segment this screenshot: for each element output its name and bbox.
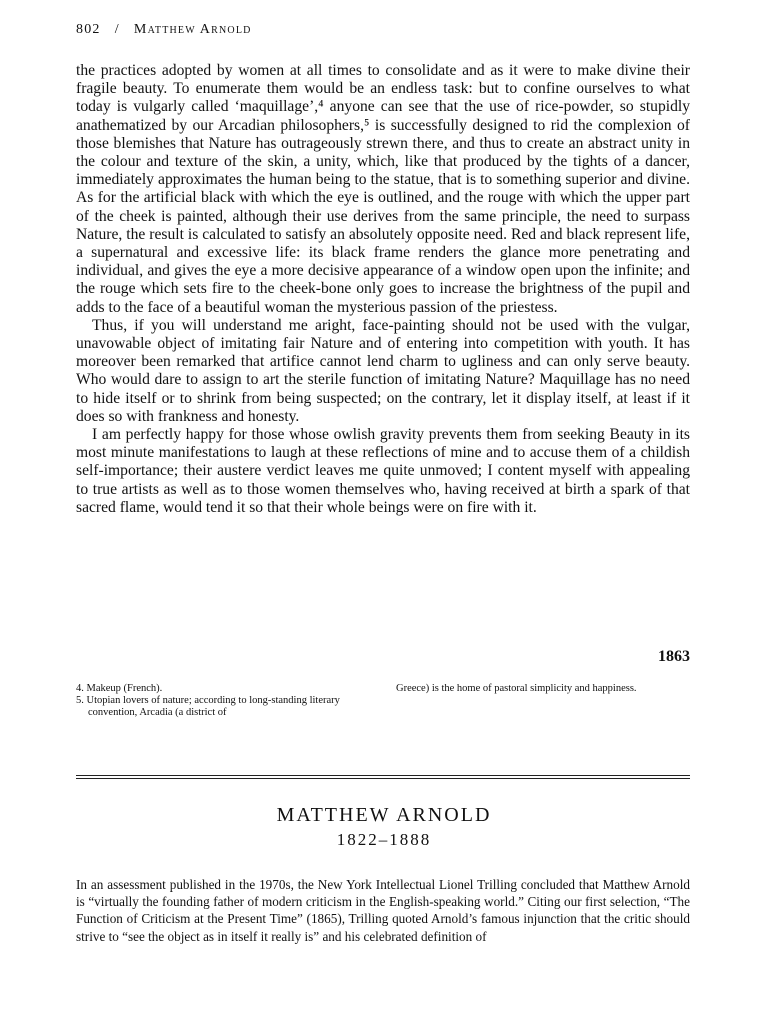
running-head-separator: /: [114, 22, 120, 37]
section-title: MATTHEW ARNOLD: [276, 804, 492, 826]
page-number: 802: [76, 22, 101, 37]
paragraph-1: the practices adopted by women at all times to consolidate and as it were to make divine their fragile beauty. To enumerate them would be an endless task: but to confine ourselves to what today is vulgarly called ‘maquillage’,⁴ anyone can see that the use of rice-powder, so stupidly anathematized by our Arcadian philosophers,⁵ is successfully designed to rid the complexion of those blemishes that Nature has outrageously strewn there, and thus to create an abstract unity in the colour and texture of the skin, a unity, which, like that produced by the tights of a dancer, immediately approximates the human being to the statue, that is to something superior and divine. As for the artificial black with which the eye is outlined, and the rouge with which the upper part of the cheek is painted, although their use derives from the same principle, the need to surpass Nature, the result is calculated to satisfy an absolutely opposite need. Red and black represent life, a supernatural and excessive life: its black frame renders the glance more penetrating and individual, and gives the eye a more decisive appearance of a window open upon the infinite; and the rouge which sets fire to the cheek-bone only goes to increase the brightness of the pupil and adds to the face of a beautiful woman the mysterious passion of the priestess.: [76, 62, 690, 316]
paragraph-2: Thus, if you will understand me aright, face-painting should not be used with the vulgar, unavowable object of imitating fair Nature and of entering into competition with youth. It has moreover been remarked that artifice cannot lend charm to ugliness and can only serve beauty. Who would dare to assign to art the sterile function of imitating Nature? Maquillage has no need to hide itself or to shrink from being suspected; on the contrary, let it display itself, at least if it does so with frankness and honesty.: [76, 316, 690, 425]
footnotes-left-column: [76, 683, 370, 719]
essay-date: 1863: [658, 648, 690, 665]
running-head: [76, 22, 252, 38]
essay-body: [76, 62, 690, 517]
paragraph-3: I am perfectly happy for those whose owlish gravity prevents them from seeking Beauty in its most minute manifestations to laugh at these reflections of mine and to accuse them of a childish self-importance; their austere verdict leaves me quite unmoved; I content myself with appealing to true artists as well as to those women themselves who, having received at birth a spark of that sacred flame, would tend it so that their whole beings were on fire with it.: [76, 426, 690, 516]
running-head-author: Matthew Arnold: [133, 22, 252, 37]
section-intro: In an assessment published in the 1970s, the New York Intellectual Lionel Trilling concluded that Matthew Arnold is “virtually the founding father of modern criticism in the English-speaking world.” Citing our first selection, “The Function of Criticism at the Present Time” (1865), Trilling quoted Arnold’s famous injunction that the critic should strive to “see the object as in itself it really is” and his celebrated definition of: [76, 877, 690, 944]
footnote-4: 4. Makeup (French).: [76, 683, 163, 694]
footnotes: [76, 683, 690, 719]
footnote-5: 5. Utopian lovers of nature; according to long-standing literary convention, Arcadia (a district of: [76, 695, 340, 718]
footnotes-right-column: [396, 683, 690, 719]
footnote-5-continued: Greece) is the home of pastoral simplicity and happiness.: [396, 683, 637, 694]
section-dates: 1822–1888: [336, 830, 432, 849]
section-divider-thin: [76, 778, 690, 779]
section-divider: [76, 775, 690, 776]
